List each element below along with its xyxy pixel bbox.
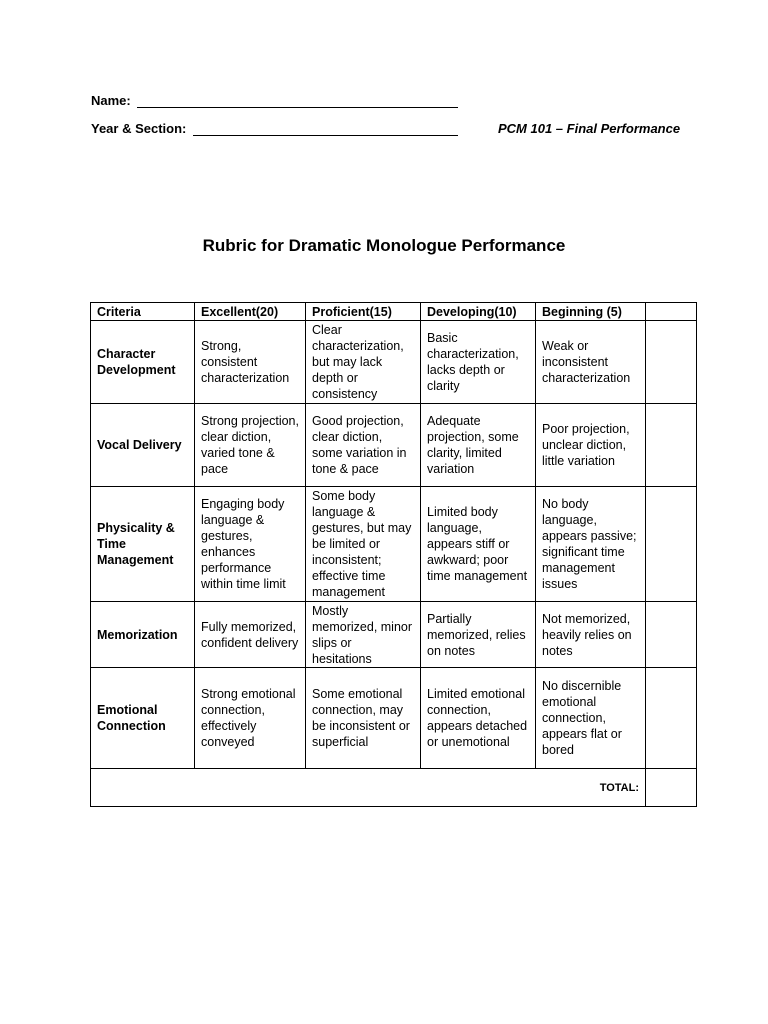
excellent-cell: Strong emotional connection, effectively conveyed [195, 668, 306, 769]
criteria-cell: Physicality & Time Management [91, 487, 195, 602]
rubric-table [90, 302, 697, 807]
header-beginning: Beginning (5) [536, 303, 646, 321]
header-excellent: Excellent(20) [195, 303, 306, 321]
excellent-cell: Fully memorized, confident delivery [195, 602, 306, 668]
excellent-cell: Strong projection, clear diction, varied tone & pace [195, 404, 306, 487]
table-row [91, 668, 697, 769]
year-section-field[interactable] [193, 135, 458, 136]
score-cell[interactable] [646, 668, 697, 769]
name-field[interactable] [137, 107, 458, 108]
table-row [91, 404, 697, 487]
table-row [91, 487, 697, 602]
header-criteria: Criteria [91, 303, 195, 321]
proficient-cell: Good projection, clear diction, some variation in tone & pace [306, 404, 421, 487]
proficient-cell: Some emotional connection, may be inconsistent or superficial [306, 668, 421, 769]
header-score [646, 303, 697, 321]
course-label: PCM 101 – Final Performance [498, 121, 681, 136]
beginning-cell: Weak or inconsistent characterization [536, 321, 646, 404]
year-section-label: Year & Section: [91, 121, 187, 136]
criteria-cell: Memorization [91, 602, 195, 668]
total-score-cell[interactable] [646, 769, 697, 807]
developing-cell: Basic characterization, lacks depth or clarity [421, 321, 536, 404]
beginning-cell: No body language, appears passive; significant time management issues [536, 487, 646, 602]
total-row [91, 769, 697, 807]
developing-cell: Partially memorized, relies on notes [421, 602, 536, 668]
total-label: TOTAL: [91, 769, 646, 807]
criteria-cell: Vocal Delivery [91, 404, 195, 487]
table-row [91, 321, 697, 404]
header-proficient: Proficient(15) [306, 303, 421, 321]
excellent-cell: Strong, consistent characterization [195, 321, 306, 404]
proficient-cell: Mostly memorized, minor slips or hesitations [306, 602, 421, 668]
page-title: Rubric for Dramatic Monologue Performance [202, 236, 566, 255]
score-cell[interactable] [646, 321, 697, 404]
proficient-cell: Some body language & gestures, but may be limited or inconsistent; effective time management [306, 487, 421, 602]
criteria-cell: Emotional Connection [91, 668, 195, 769]
score-cell[interactable] [646, 602, 697, 668]
beginning-cell: Not memorized, heavily relies on notes [536, 602, 646, 668]
proficient-cell: Clear characterization, but may lack depth or consistency [306, 321, 421, 404]
beginning-cell: Poor projection, unclear diction, little variation [536, 404, 646, 487]
header-developing: Developing(10) [421, 303, 536, 321]
developing-cell: Limited body language, appears stiff or awkward; poor time management [421, 487, 536, 602]
name-label: Name: [91, 93, 131, 108]
developing-cell: Adequate projection, some clarity, limited variation [421, 404, 536, 487]
table-header-row [91, 303, 697, 321]
beginning-cell: No discernible emotional connection, appears flat or bored [536, 668, 646, 769]
table-row [91, 602, 697, 668]
criteria-cell: Character Development [91, 321, 195, 404]
developing-cell: Limited emotional connection, appears detached or unemotional [421, 668, 536, 769]
score-cell[interactable] [646, 404, 697, 487]
excellent-cell: Engaging body language & gestures, enhances performance within time limit [195, 487, 306, 602]
score-cell[interactable] [646, 487, 697, 602]
